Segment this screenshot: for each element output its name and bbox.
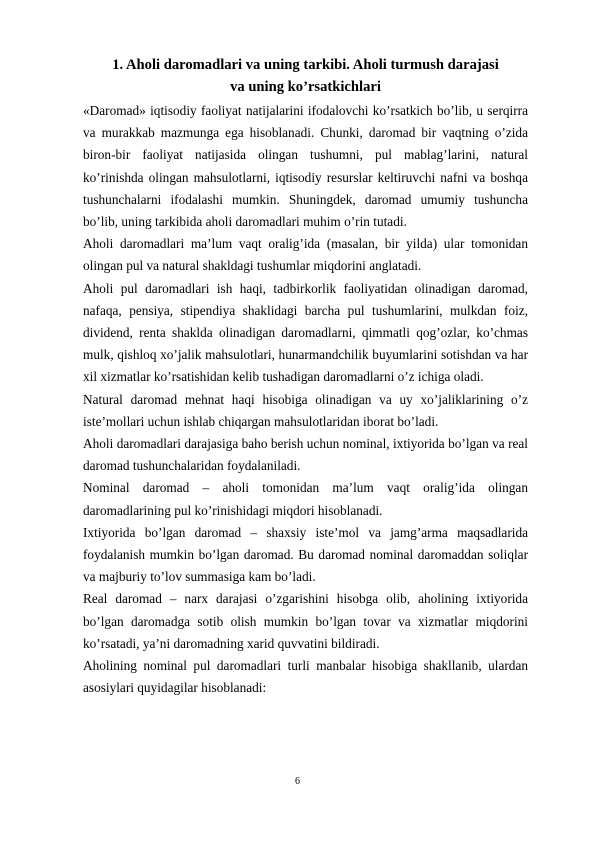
heading-line-2: va uning ko’rsatkichlari <box>230 79 381 95</box>
paragraph-daromad-definition: «Daromad» iqtisodiy faoliyat natijalarini ifodalovchi ko’rsatkich bo’lib, u serqirra va murakkab mazmunga ega hisoblanadi. Chunki, daromad bir vaqtning o’zida biron-bir faoliyat natijasida olingan tushumni, pul mablag’larini, natural ko’rinishda olingan mahsulotlarni, iqtisodiy resurslar keltiruvchi nafni va boshqa tushunchalarni ifodalashi mumkin. Shuningdek, daromad umumiy tushuncha bo’lib, uning tarkibida aholi daromadlari muhim o’rin tutadi. <box>83 103 528 230</box>
heading-line-1: 1. Aholi daromadlari va uning tarkibi. Aholi turmush darajasi <box>112 57 499 73</box>
paragraph-ixtiyoridagi-daromad: Ixtiyorida bo’lgan daromad – shaxsiy iste’mol va jamg’arma maqsadlarida foydalanish mumkin bo’lgan daromad. Bu daromad nominal daromaddan soliqlar va majburiy to’lov summasiga kam bo’ladi. <box>83 524 528 585</box>
document-page <box>83 54 528 699</box>
paragraph-manbalar: Aholining nominal pul daromadlari turli manbalar hisobiga shakllanib, ulardan asosiylari quyidagilar hisoblanadi: <box>83 658 528 696</box>
paragraph-real-daromad: Real daromad – narx darajasi o’zgarishini hisobga olib, aholining ixtiyorida bo’lgan daromadga sotib olish mumkin bo’lgan tovar va xizmatlar miqdorini ko’rsatadi, ya’ni daromadning xarid quvvatini bildiradi. <box>83 591 528 651</box>
paragraph-baho-berish: Aholi daromadlari darajasiga baho berish uchun nominal, ixtiyorida bo’lgan va real daromad tushunchalaridan foydalaniladi. <box>83 436 528 474</box>
body-text <box>83 100 528 699</box>
paragraph-natural-daromad: Natural daromad mehnat haqi hisobiga olinadigan va uy xo’jaliklarining o’z iste’mollari uchun ishlab chiqargan mahsulotlaridan iborat bo’ladi. <box>83 391 528 429</box>
section-heading <box>83 54 528 98</box>
page-number: 6 <box>295 776 300 787</box>
paragraph-nominal-daromad: Nominal daromad – aholi tomonidan ma’lum vaqt oralig’ida olingan daromadlarining pul ko’rinishidagi miqdori hisoblanadi. <box>83 480 528 518</box>
paragraph-pul-daromadlari: Aholi pul daromadlari ish haqi, tadbirkorlik faoliyatidan olinadigan daromad, nafaqa, pensiya, stipendiya shaklidagi barcha pul tushumlarini, mulkdan foiz, dividend, renta shaklda olinadigan daromadlarni, qimmatli qog’ozlar, ko’chmas mulk, qishloq xo’jalik mahsulotlari, hunarmandchilik buyumlarini sotishdan va har xil xizmatlar ko’rsatishidan kelib tushadigan daromadlarni o’z ichiga oladi. <box>83 280 528 385</box>
paragraph-aholi-daromadlari: Aholi daromadlari ma’lum vaqt oralig’ida (masalan, bir yilda) ular tomonidan olingan pul va natural shakldagi tushumlar miqdorini anglatadi. <box>83 236 528 274</box>
